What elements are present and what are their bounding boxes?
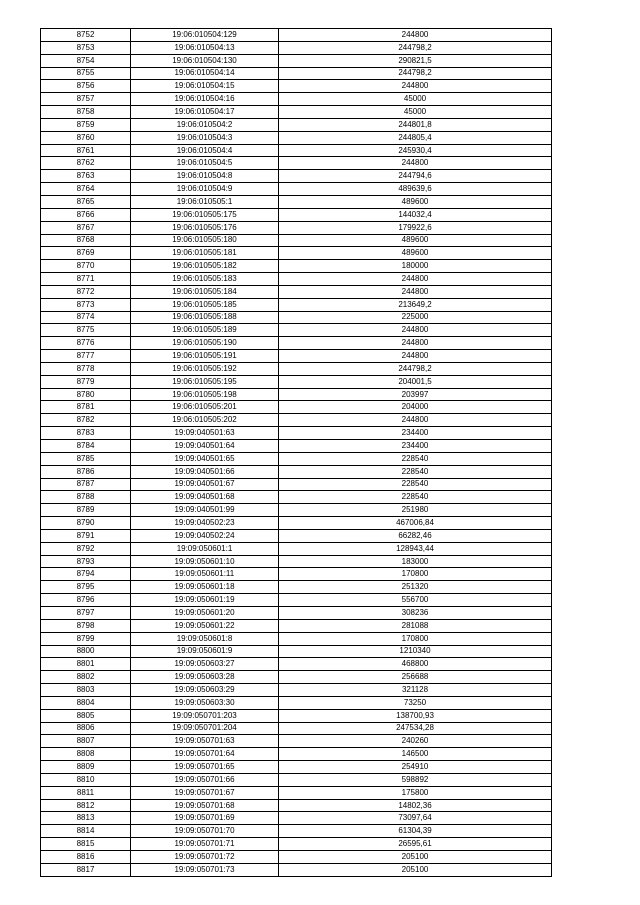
row-number-cell: 8800 [41,645,131,658]
row-number-cell: 8811 [41,786,131,799]
value-cell: 183000 [279,555,552,568]
value-cell: 256688 [279,671,552,684]
cadastral-number-cell: 19:06:010505:189 [131,324,279,337]
table-row [41,144,552,157]
table-row [41,388,552,401]
value-cell: 468800 [279,658,552,671]
table-row [41,825,552,838]
table-row [41,478,552,491]
table-row [41,773,552,786]
row-number-cell: 8796 [41,594,131,607]
table-row [41,632,552,645]
row-number-cell: 8804 [41,696,131,709]
cadastral-number-cell: 19:06:010504:9 [131,183,279,196]
cadastral-number-cell: 19:06:010504:129 [131,29,279,42]
row-number-cell: 8812 [41,799,131,812]
table-row [41,93,552,106]
cadastral-value-table [40,28,552,877]
value-cell: 244794,6 [279,170,552,183]
cadastral-number-cell: 19:06:010505:181 [131,247,279,260]
row-number-cell: 8813 [41,812,131,825]
cadastral-number-cell: 19:06:010505:180 [131,234,279,247]
cadastral-number-cell: 19:06:010504:17 [131,106,279,119]
row-number-cell: 8789 [41,504,131,517]
table-row [41,350,552,363]
table-row [41,606,552,619]
row-number-cell: 8764 [41,183,131,196]
cadastral-number-cell: 19:09:050701:64 [131,748,279,761]
row-number-cell: 8785 [41,452,131,465]
value-cell: 204000 [279,401,552,414]
value-cell: 175800 [279,786,552,799]
table-row [41,273,552,286]
row-number-cell: 8797 [41,606,131,619]
table-row [41,67,552,80]
table-row [41,504,552,517]
value-cell: 228540 [279,452,552,465]
value-cell: 244798,2 [279,362,552,375]
table-row [41,735,552,748]
row-number-cell: 8771 [41,273,131,286]
cadastral-number-cell: 19:06:010504:5 [131,157,279,170]
table-row [41,722,552,735]
cadastral-number-cell: 19:09:040501:68 [131,491,279,504]
value-cell: 228540 [279,491,552,504]
cadastral-number-cell: 19:06:010505:198 [131,388,279,401]
value-cell: 73250 [279,696,552,709]
value-cell: 128943,44 [279,542,552,555]
cadastral-number-cell: 19:09:050601:1 [131,542,279,555]
cadastral-number-cell: 19:06:010505:188 [131,311,279,324]
row-number-cell: 8815 [41,838,131,851]
table-row [41,414,552,427]
cadastral-number-cell: 19:09:040501:99 [131,504,279,517]
cadastral-number-cell: 19:06:010505:190 [131,337,279,350]
table-row [41,517,552,530]
value-cell: 73097,64 [279,812,552,825]
value-cell: 489600 [279,234,552,247]
table-row [41,183,552,196]
value-cell: 467006,84 [279,517,552,530]
cadastral-number-cell: 19:09:050701:73 [131,863,279,876]
table-row [41,221,552,234]
row-number-cell: 8754 [41,54,131,67]
row-number-cell: 8753 [41,41,131,54]
table-row [41,131,552,144]
value-cell: 228540 [279,465,552,478]
value-cell: 244801,8 [279,118,552,131]
cadastral-number-cell: 19:09:050701:204 [131,722,279,735]
row-number-cell: 8761 [41,144,131,157]
cadastral-number-cell: 19:06:010505:182 [131,260,279,273]
row-number-cell: 8772 [41,285,131,298]
cadastral-number-cell: 19:06:010504:14 [131,67,279,80]
table-row [41,234,552,247]
table-row [41,555,552,568]
table-row [41,645,552,658]
row-number-cell: 8816 [41,851,131,864]
cadastral-number-cell: 19:09:050601:9 [131,645,279,658]
cadastral-number-cell: 19:09:040501:67 [131,478,279,491]
row-number-cell: 8767 [41,221,131,234]
cadastral-number-cell: 19:06:010504:13 [131,41,279,54]
value-cell: 205100 [279,863,552,876]
value-cell: 240260 [279,735,552,748]
row-number-cell: 8788 [41,491,131,504]
value-cell: 225000 [279,311,552,324]
value-cell: 598892 [279,773,552,786]
row-number-cell: 8780 [41,388,131,401]
cadastral-number-cell: 19:09:040501:65 [131,452,279,465]
value-cell: 244798,2 [279,67,552,80]
cadastral-number-cell: 19:09:050601:22 [131,619,279,632]
row-number-cell: 8817 [41,863,131,876]
cadastral-number-cell: 19:09:050701:71 [131,838,279,851]
cadastral-number-cell: 19:09:040502:23 [131,517,279,530]
value-cell: 244800 [279,285,552,298]
cadastral-number-cell: 19:06:010504:130 [131,54,279,67]
cadastral-number-cell: 19:06:010504:16 [131,93,279,106]
table-row [41,362,552,375]
table-row [41,298,552,311]
cadastral-number-cell: 19:06:010505:175 [131,208,279,221]
cadastral-number-cell: 19:09:040501:66 [131,465,279,478]
table-body [41,29,552,877]
row-number-cell: 8766 [41,208,131,221]
table-row [41,118,552,131]
value-cell: 244800 [279,350,552,363]
cadastral-number-cell: 19:09:050601:8 [131,632,279,645]
table-row [41,812,552,825]
value-cell: 204001,5 [279,375,552,388]
table-row [41,748,552,761]
table-row [41,41,552,54]
value-cell: 205100 [279,851,552,864]
table-row [41,195,552,208]
value-cell: 203997 [279,388,552,401]
row-number-cell: 8807 [41,735,131,748]
table-row [41,529,552,542]
row-number-cell: 8808 [41,748,131,761]
value-cell: 179922,6 [279,221,552,234]
row-number-cell: 8801 [41,658,131,671]
value-cell: 281088 [279,619,552,632]
row-number-cell: 8752 [41,29,131,42]
table-row [41,594,552,607]
table-row [41,324,552,337]
cadastral-number-cell: 19:09:050601:10 [131,555,279,568]
row-number-cell: 8791 [41,529,131,542]
table-row [41,311,552,324]
table-row [41,106,552,119]
row-number-cell: 8792 [41,542,131,555]
table-row [41,696,552,709]
row-number-cell: 8776 [41,337,131,350]
cadastral-number-cell: 19:09:050701:72 [131,851,279,864]
row-number-cell: 8794 [41,568,131,581]
value-cell: 244800 [279,324,552,337]
row-number-cell: 8775 [41,324,131,337]
row-number-cell: 8793 [41,555,131,568]
row-number-cell: 8769 [41,247,131,260]
cadastral-number-cell: 19:06:010504:15 [131,80,279,93]
row-number-cell: 8759 [41,118,131,131]
table-row [41,337,552,350]
value-cell: 251980 [279,504,552,517]
row-number-cell: 8762 [41,157,131,170]
row-number-cell: 8774 [41,311,131,324]
row-number-cell: 8798 [41,619,131,632]
cadastral-number-cell: 19:09:040502:24 [131,529,279,542]
value-cell: 1210340 [279,645,552,658]
table-row [41,799,552,812]
cadastral-number-cell: 19:09:050601:19 [131,594,279,607]
cadastral-number-cell: 19:06:010505:184 [131,285,279,298]
table-row [41,863,552,876]
value-cell: 251320 [279,581,552,594]
row-number-cell: 8783 [41,427,131,440]
value-cell: 245930,4 [279,144,552,157]
row-number-cell: 8770 [41,260,131,273]
table-row [41,671,552,684]
cadastral-number-cell: 19:09:050701:66 [131,773,279,786]
table-row [41,80,552,93]
table-row [41,761,552,774]
cadastral-number-cell: 19:06:010505:201 [131,401,279,414]
table-row [41,427,552,440]
cadastral-number-cell: 19:06:010504:2 [131,118,279,131]
table-row [41,786,552,799]
row-number-cell: 8810 [41,773,131,786]
row-number-cell: 8779 [41,375,131,388]
value-cell: 489639,6 [279,183,552,196]
row-number-cell: 8782 [41,414,131,427]
table-row [41,709,552,722]
cadastral-number-cell: 19:09:050701:68 [131,799,279,812]
value-cell: 556700 [279,594,552,607]
value-cell: 308236 [279,606,552,619]
value-cell: 244800 [279,157,552,170]
cadastral-number-cell: 19:09:050601:20 [131,606,279,619]
value-cell: 170800 [279,632,552,645]
cadastral-number-cell: 19:06:010505:185 [131,298,279,311]
row-number-cell: 8805 [41,709,131,722]
row-number-cell: 8755 [41,67,131,80]
value-cell: 244800 [279,80,552,93]
row-number-cell: 8786 [41,465,131,478]
cadastral-number-cell: 19:06:010505:192 [131,362,279,375]
cadastral-number-cell: 19:09:050701:65 [131,761,279,774]
row-number-cell: 8809 [41,761,131,774]
row-number-cell: 8768 [41,234,131,247]
value-cell: 26595,61 [279,838,552,851]
row-number-cell: 8781 [41,401,131,414]
value-cell: 146500 [279,748,552,761]
table-row [41,568,552,581]
cadastral-number-cell: 19:09:050701:70 [131,825,279,838]
value-cell: 14802,36 [279,799,552,812]
row-number-cell: 8757 [41,93,131,106]
row-number-cell: 8765 [41,195,131,208]
cadastral-number-cell: 19:09:050601:18 [131,581,279,594]
value-cell: 234400 [279,440,552,453]
row-number-cell: 8814 [41,825,131,838]
cadastral-number-cell: 19:06:010505:176 [131,221,279,234]
cadastral-number-cell: 19:09:050701:69 [131,812,279,825]
value-cell: 180000 [279,260,552,273]
table-row [41,838,552,851]
table-row [41,465,552,478]
value-cell: 61304,39 [279,825,552,838]
value-cell: 254910 [279,761,552,774]
value-cell: 244805,4 [279,131,552,144]
table-row [41,170,552,183]
value-cell: 290821,5 [279,54,552,67]
value-cell: 66282,46 [279,529,552,542]
row-number-cell: 8787 [41,478,131,491]
cadastral-number-cell: 19:06:010504:8 [131,170,279,183]
row-number-cell: 8756 [41,80,131,93]
value-cell: 244800 [279,29,552,42]
row-number-cell: 8763 [41,170,131,183]
table-row [41,208,552,221]
value-cell: 213649,2 [279,298,552,311]
table-row [41,452,552,465]
value-cell: 234400 [279,427,552,440]
value-cell: 244800 [279,273,552,286]
cadastral-number-cell: 19:09:050701:203 [131,709,279,722]
cadastral-number-cell: 19:09:040501:64 [131,440,279,453]
table-row [41,440,552,453]
row-number-cell: 8799 [41,632,131,645]
cadastral-number-cell: 19:06:010505:183 [131,273,279,286]
table-row [41,29,552,42]
cadastral-number-cell: 19:09:050603:28 [131,671,279,684]
cadastral-number-cell: 19:06:010505:1 [131,195,279,208]
table-row [41,157,552,170]
value-cell: 489600 [279,195,552,208]
row-number-cell: 8784 [41,440,131,453]
value-cell: 244800 [279,414,552,427]
value-cell: 45000 [279,93,552,106]
table-row [41,581,552,594]
value-cell: 247534,28 [279,722,552,735]
table-row [41,658,552,671]
cadastral-number-cell: 19:09:050603:27 [131,658,279,671]
value-cell: 489600 [279,247,552,260]
table-row [41,542,552,555]
cadastral-number-cell: 19:06:010505:191 [131,350,279,363]
value-cell: 170800 [279,568,552,581]
cadastral-number-cell: 19:09:040501:63 [131,427,279,440]
cadastral-number-cell: 19:06:010504:3 [131,131,279,144]
value-cell: 144032,4 [279,208,552,221]
row-number-cell: 8795 [41,581,131,594]
table-row [41,851,552,864]
cadastral-number-cell: 19:09:050701:67 [131,786,279,799]
row-number-cell: 8777 [41,350,131,363]
cadastral-number-cell: 19:06:010505:202 [131,414,279,427]
row-number-cell: 8778 [41,362,131,375]
table-row [41,247,552,260]
cadastral-number-cell: 19:09:050601:11 [131,568,279,581]
table-row [41,285,552,298]
table-row [41,54,552,67]
cadastral-number-cell: 19:06:010505:195 [131,375,279,388]
table-row [41,260,552,273]
value-cell: 244798,2 [279,41,552,54]
row-number-cell: 8803 [41,684,131,697]
row-number-cell: 8802 [41,671,131,684]
table-row [41,619,552,632]
cadastral-number-cell: 19:09:050603:29 [131,684,279,697]
value-cell: 244800 [279,337,552,350]
cadastral-number-cell: 19:06:010504:4 [131,144,279,157]
value-cell: 321128 [279,684,552,697]
row-number-cell: 8790 [41,517,131,530]
row-number-cell: 8760 [41,131,131,144]
cadastral-number-cell: 19:09:050701:63 [131,735,279,748]
value-cell: 138700,93 [279,709,552,722]
row-number-cell: 8806 [41,722,131,735]
table-row [41,375,552,388]
cadastral-number-cell: 19:09:050603:30 [131,696,279,709]
value-cell: 45000 [279,106,552,119]
table-row [41,684,552,697]
table-row [41,401,552,414]
value-cell: 228540 [279,478,552,491]
row-number-cell: 8773 [41,298,131,311]
row-number-cell: 8758 [41,106,131,119]
table-row [41,491,552,504]
